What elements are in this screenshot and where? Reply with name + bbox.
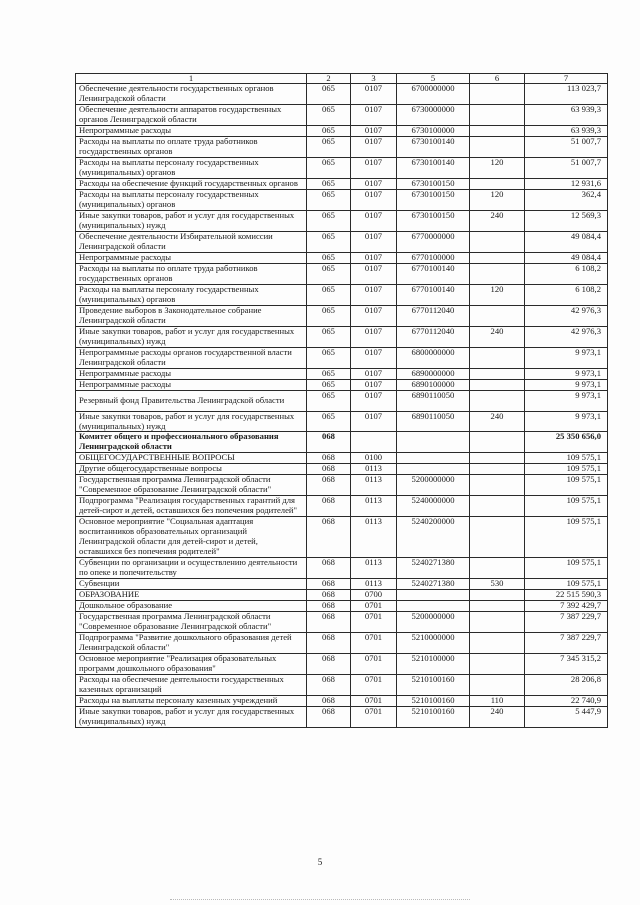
table-row xyxy=(76,252,608,263)
row-rz-cell: 0113 xyxy=(351,517,397,558)
row-name-cell: Государственная программа Ленинградской области "Современное образование Ленинградской области" xyxy=(76,475,307,496)
table-row xyxy=(76,453,608,464)
table-row xyxy=(76,579,608,590)
row-vr-cell: 240 xyxy=(470,326,525,347)
row-gr-cell: 065 xyxy=(307,368,351,379)
row-cs-cell: 5240000000 xyxy=(397,496,470,517)
row-rz-cell: 0107 xyxy=(351,379,397,390)
row-vr-cell xyxy=(470,379,525,390)
row-name-cell: Иные закупки товаров, работ и услуг для государственных (муниципальных) нужд xyxy=(76,211,307,232)
row-vr-cell: 530 xyxy=(470,579,525,590)
row-vr-cell xyxy=(470,674,525,695)
row-cs-cell xyxy=(397,600,470,611)
row-gr-cell: 065 xyxy=(307,232,351,253)
row-gr-cell: 068 xyxy=(307,558,351,579)
row-cs-cell: 6800000000 xyxy=(397,347,470,368)
row-name-cell: Государственная программа Ленинградской области "Современное образование Ленинградской области" xyxy=(76,611,307,632)
table-row xyxy=(76,368,608,379)
row-gr-cell: 068 xyxy=(307,517,351,558)
row-name-cell: Проведение выборов в Законодательное собрание Ленинградской области xyxy=(76,305,307,326)
row-rz-cell: 0701 xyxy=(351,611,397,632)
row-cs-cell xyxy=(397,432,470,453)
row-name-cell: Расходы на выплаты персоналу государственных (муниципальных) органов xyxy=(76,284,307,305)
row-sum-cell: 42 976,3 xyxy=(525,305,608,326)
row-cs-cell xyxy=(397,453,470,464)
table-row xyxy=(76,379,608,390)
row-vr-cell xyxy=(470,517,525,558)
table-row xyxy=(76,190,608,211)
row-vr-cell: 110 xyxy=(470,695,525,706)
row-vr-cell xyxy=(470,179,525,190)
row-name-cell: Основное мероприятие "Социальная адаптация воспитанников образовательных организаций Ленинградской области для детей-сирот и детей, оставшихся без попечения родителей" xyxy=(76,517,307,558)
table-row xyxy=(76,695,608,706)
row-name-cell: ОБЩЕГОСУДАРСТВЕННЫЕ ВОПРОСЫ xyxy=(76,453,307,464)
row-gr-cell: 065 xyxy=(307,305,351,326)
row-rz-cell: 0113 xyxy=(351,464,397,475)
row-cs-cell: 5210000000 xyxy=(397,632,470,653)
row-cs-cell: 6700000000 xyxy=(397,84,470,105)
row-name-cell: Расходы на выплаты персоналу государственных (муниципальных) органов xyxy=(76,158,307,179)
row-vr-cell xyxy=(470,432,525,453)
row-name-cell: Непрограммные расходы xyxy=(76,252,307,263)
row-name-cell: Основное мероприятие "Реализация образовательных программ дошкольного образования" xyxy=(76,653,307,674)
row-rz-cell: 0107 xyxy=(351,137,397,158)
row-sum-cell: 7 387 229,7 xyxy=(525,611,608,632)
row-vr-cell xyxy=(470,137,525,158)
row-name-cell: Расходы на выплаты по оплате труда работников государственных органов xyxy=(76,263,307,284)
table-row xyxy=(76,600,608,611)
budget-table xyxy=(75,73,608,728)
table-row xyxy=(76,137,608,158)
row-cs-cell: 5210100160 xyxy=(397,695,470,706)
row-sum-cell: 7 345 315,2 xyxy=(525,653,608,674)
row-cs-cell xyxy=(397,464,470,475)
row-gr-cell: 068 xyxy=(307,600,351,611)
row-gr-cell: 068 xyxy=(307,475,351,496)
row-gr-cell: 065 xyxy=(307,326,351,347)
row-gr-cell: 065 xyxy=(307,252,351,263)
row-vr-cell xyxy=(470,590,525,601)
row-cs-cell: 6730000000 xyxy=(397,105,470,126)
row-name-cell: Другие общегосударственные вопросы xyxy=(76,464,307,475)
row-cs-cell: 5240271380 xyxy=(397,579,470,590)
row-name-cell: Расходы на выплаты персоналу государственных (муниципальных) органов xyxy=(76,190,307,211)
table-row xyxy=(76,411,608,432)
row-sum-cell: 362,4 xyxy=(525,190,608,211)
table-row xyxy=(76,590,608,601)
row-name-cell: Субвенции xyxy=(76,579,307,590)
row-sum-cell: 113 023,7 xyxy=(525,84,608,105)
row-sum-cell: 5 447,9 xyxy=(525,706,608,727)
row-vr-cell xyxy=(470,390,525,411)
header-cell-gr: 2 xyxy=(307,74,351,84)
row-gr-cell: 065 xyxy=(307,137,351,158)
row-cs-cell: 6890100000 xyxy=(397,379,470,390)
row-gr-cell: 068 xyxy=(307,632,351,653)
row-name-cell: Непрограммные расходы xyxy=(76,379,307,390)
row-sum-cell: 109 575,1 xyxy=(525,579,608,590)
row-sum-cell: 9 973,1 xyxy=(525,390,608,411)
row-name-cell: Субвенции по организации и осуществлению деятельности по опеке и попечительству xyxy=(76,558,307,579)
row-rz-cell: 0107 xyxy=(351,190,397,211)
row-vr-cell xyxy=(470,632,525,653)
row-vr-cell: 120 xyxy=(470,284,525,305)
row-vr-cell xyxy=(470,232,525,253)
row-vr-cell xyxy=(470,558,525,579)
row-rz-cell xyxy=(351,432,397,453)
row-sum-cell: 109 575,1 xyxy=(525,475,608,496)
row-vr-cell: 240 xyxy=(470,211,525,232)
row-gr-cell: 065 xyxy=(307,211,351,232)
row-name-cell: Расходы на выплаты персоналу казенных учреждений xyxy=(76,695,307,706)
row-rz-cell: 0107 xyxy=(351,326,397,347)
row-cs-cell: 6770100140 xyxy=(397,284,470,305)
table-row xyxy=(76,179,608,190)
table-row xyxy=(76,84,608,105)
table-row xyxy=(76,611,608,632)
row-cs-cell: 6890110050 xyxy=(397,390,470,411)
row-gr-cell: 068 xyxy=(307,464,351,475)
table-row xyxy=(76,517,608,558)
row-cs-cell xyxy=(397,590,470,601)
row-sum-cell: 109 575,1 xyxy=(525,517,608,558)
row-sum-cell: 22 740,9 xyxy=(525,695,608,706)
row-rz-cell: 0107 xyxy=(351,252,397,263)
row-name-cell: Иные закупки товаров, работ и услуг для государственных (муниципальных) нужд xyxy=(76,411,307,432)
row-vr-cell xyxy=(470,653,525,674)
table-row xyxy=(76,496,608,517)
row-rz-cell: 0107 xyxy=(351,158,397,179)
row-sum-cell: 9 973,1 xyxy=(525,368,608,379)
row-cs-cell: 6770100000 xyxy=(397,252,470,263)
row-gr-cell: 065 xyxy=(307,379,351,390)
row-vr-cell xyxy=(470,600,525,611)
row-rz-cell: 0107 xyxy=(351,211,397,232)
row-cs-cell: 5210100000 xyxy=(397,653,470,674)
row-name-cell: Расходы на выплаты по оплате труда работников государственных органов xyxy=(76,137,307,158)
row-name-cell: Непрограммные расходы xyxy=(76,368,307,379)
row-gr-cell: 068 xyxy=(307,706,351,727)
row-rz-cell: 0701 xyxy=(351,632,397,653)
row-rz-cell: 0107 xyxy=(351,263,397,284)
row-gr-cell: 068 xyxy=(307,579,351,590)
row-rz-cell: 0701 xyxy=(351,706,397,727)
row-name-cell: Обеспечение деятельности Избирательной комиссии Ленинградской области xyxy=(76,232,307,253)
row-rz-cell: 0107 xyxy=(351,232,397,253)
table-row xyxy=(76,347,608,368)
row-vr-cell xyxy=(470,611,525,632)
row-rz-cell: 0107 xyxy=(351,368,397,379)
row-vr-cell xyxy=(470,263,525,284)
table-row xyxy=(76,232,608,253)
table-row xyxy=(76,126,608,137)
table-row xyxy=(76,464,608,475)
row-vr-cell xyxy=(470,252,525,263)
row-cs-cell: 5240200000 xyxy=(397,517,470,558)
row-cs-cell: 6730100140 xyxy=(397,158,470,179)
row-gr-cell: 065 xyxy=(307,390,351,411)
header-cell-vr: 6 xyxy=(470,74,525,84)
row-sum-cell: 9 973,1 xyxy=(525,411,608,432)
row-vr-cell xyxy=(470,305,525,326)
header-cell-name: 1 xyxy=(76,74,307,84)
row-rz-cell: 0107 xyxy=(351,411,397,432)
table-row xyxy=(76,105,608,126)
row-gr-cell: 068 xyxy=(307,453,351,464)
row-cs-cell: 6730100150 xyxy=(397,190,470,211)
row-rz-cell: 0113 xyxy=(351,496,397,517)
row-gr-cell: 068 xyxy=(307,590,351,601)
table-row xyxy=(76,653,608,674)
row-gr-cell: 068 xyxy=(307,695,351,706)
row-rz-cell: 0701 xyxy=(351,600,397,611)
row-sum-cell: 12 931,6 xyxy=(525,179,608,190)
row-rz-cell: 0701 xyxy=(351,695,397,706)
row-rz-cell: 0701 xyxy=(351,674,397,695)
row-rz-cell: 0107 xyxy=(351,284,397,305)
page-number: 5 xyxy=(317,857,323,867)
header-cell-rz: 3 xyxy=(351,74,397,84)
row-rz-cell: 0107 xyxy=(351,179,397,190)
row-cs-cell: 6770100140 xyxy=(397,263,470,284)
row-rz-cell: 0113 xyxy=(351,475,397,496)
row-gr-cell: 065 xyxy=(307,158,351,179)
row-vr-cell xyxy=(470,496,525,517)
row-cs-cell: 6770000000 xyxy=(397,232,470,253)
row-cs-cell: 6730100150 xyxy=(397,211,470,232)
row-vr-cell xyxy=(470,347,525,368)
row-name-cell: Подпрограмма "Развитие дошкольного образования детей Ленинградской области" xyxy=(76,632,307,653)
row-vr-cell: 120 xyxy=(470,190,525,211)
row-cs-cell: 6890000000 xyxy=(397,368,470,379)
row-name-cell: Расходы на обеспечение функций государственных органов xyxy=(76,179,307,190)
row-sum-cell: 63 939,3 xyxy=(525,105,608,126)
header-cell-sum: 7 xyxy=(525,74,608,84)
row-vr-cell: 120 xyxy=(470,158,525,179)
row-gr-cell: 065 xyxy=(307,84,351,105)
row-name-cell: Резервный фонд Правительства Ленинградской области xyxy=(76,390,307,411)
row-sum-cell: 42 976,3 xyxy=(525,326,608,347)
row-gr-cell: 065 xyxy=(307,126,351,137)
table-row xyxy=(76,390,608,411)
row-cs-cell: 6890110050 xyxy=(397,411,470,432)
row-gr-cell: 068 xyxy=(307,674,351,695)
row-sum-cell: 109 575,1 xyxy=(525,496,608,517)
table-row xyxy=(76,558,608,579)
row-gr-cell: 065 xyxy=(307,347,351,368)
table-row xyxy=(76,632,608,653)
row-name-cell: Непрограммные расходы органов государственной власти Ленинградской области xyxy=(76,347,307,368)
row-gr-cell: 068 xyxy=(307,432,351,453)
row-cs-cell: 6730100150 xyxy=(397,179,470,190)
row-name-cell: Иные закупки товаров, работ и услуг для государственных (муниципальных) нужд xyxy=(76,706,307,727)
table-row xyxy=(76,158,608,179)
row-cs-cell: 5210100160 xyxy=(397,706,470,727)
row-rz-cell: 0113 xyxy=(351,558,397,579)
row-vr-cell: 240 xyxy=(470,411,525,432)
row-gr-cell: 065 xyxy=(307,179,351,190)
row-sum-cell: 28 206,8 xyxy=(525,674,608,695)
scan-edge-mark xyxy=(170,899,470,901)
row-sum-cell: 6 108,2 xyxy=(525,263,608,284)
row-cs-cell: 6730100140 xyxy=(397,137,470,158)
row-sum-cell: 22 515 590,3 xyxy=(525,590,608,601)
row-sum-cell: 63 939,3 xyxy=(525,126,608,137)
row-rz-cell: 0701 xyxy=(351,653,397,674)
row-vr-cell xyxy=(470,84,525,105)
row-rz-cell: 0107 xyxy=(351,84,397,105)
row-rz-cell: 0107 xyxy=(351,305,397,326)
row-vr-cell xyxy=(470,475,525,496)
row-gr-cell: 065 xyxy=(307,263,351,284)
row-rz-cell: 0107 xyxy=(351,126,397,137)
row-sum-cell: 49 084,4 xyxy=(525,232,608,253)
row-cs-cell: 6770112040 xyxy=(397,305,470,326)
row-sum-cell: 7 387 229,7 xyxy=(525,632,608,653)
row-gr-cell: 068 xyxy=(307,496,351,517)
row-gr-cell: 068 xyxy=(307,611,351,632)
row-name-cell: Иные закупки товаров, работ и услуг для государственных (муниципальных) нужд xyxy=(76,326,307,347)
row-name-cell: Непрограммные расходы xyxy=(76,126,307,137)
row-vr-cell xyxy=(470,126,525,137)
row-name-cell: Комитет общего и профессионального образования Ленинградской области xyxy=(76,432,307,453)
row-name-cell: Подпрограмма "Реализация государственных гарантий для детей-сирот и детей, оставшихся без попечения родителей" xyxy=(76,496,307,517)
row-sum-cell: 7 392 429,7 xyxy=(525,600,608,611)
row-gr-cell: 065 xyxy=(307,105,351,126)
row-cs-cell: 5240271380 xyxy=(397,558,470,579)
row-sum-cell: 51 007,7 xyxy=(525,158,608,179)
table-row xyxy=(76,432,608,453)
table-row xyxy=(76,284,608,305)
row-vr-cell: 240 xyxy=(470,706,525,727)
row-gr-cell: 065 xyxy=(307,284,351,305)
budget-table-body xyxy=(76,74,608,728)
table-row xyxy=(76,305,608,326)
row-sum-cell: 12 569,3 xyxy=(525,211,608,232)
row-sum-cell: 51 007,7 xyxy=(525,137,608,158)
row-name-cell: Обеспечение деятельности аппаратов государственных органов Ленинградской области xyxy=(76,105,307,126)
row-rz-cell: 0113 xyxy=(351,579,397,590)
row-sum-cell: 109 575,1 xyxy=(525,464,608,475)
row-sum-cell: 9 973,1 xyxy=(525,379,608,390)
row-cs-cell: 5200000000 xyxy=(397,611,470,632)
row-gr-cell: 065 xyxy=(307,411,351,432)
table-row xyxy=(76,706,608,727)
row-vr-cell xyxy=(470,368,525,379)
row-rz-cell: 0107 xyxy=(351,390,397,411)
table-row xyxy=(76,475,608,496)
row-sum-cell: 25 350 656,0 xyxy=(525,432,608,453)
row-name-cell: Дошкольное образование xyxy=(76,600,307,611)
row-vr-cell xyxy=(470,453,525,464)
table-row xyxy=(76,326,608,347)
table-row xyxy=(76,674,608,695)
row-sum-cell: 109 575,1 xyxy=(525,453,608,464)
table-row xyxy=(76,211,608,232)
row-gr-cell: 065 xyxy=(307,190,351,211)
row-vr-cell xyxy=(470,464,525,475)
row-rz-cell: 0107 xyxy=(351,105,397,126)
row-name-cell: Обеспечение деятельности государственных органов Ленинградской области xyxy=(76,84,307,105)
row-name-cell: Расходы на обеспечение деятельности государственных казенных организаций xyxy=(76,674,307,695)
row-cs-cell: 6770112040 xyxy=(397,326,470,347)
row-sum-cell: 109 575,1 xyxy=(525,558,608,579)
row-rz-cell: 0700 xyxy=(351,590,397,601)
row-name-cell: ОБРАЗОВАНИЕ xyxy=(76,590,307,601)
row-sum-cell: 49 084,4 xyxy=(525,252,608,263)
row-rz-cell: 0100 xyxy=(351,453,397,464)
row-rz-cell: 0107 xyxy=(351,347,397,368)
header-cell-cs: 5 xyxy=(397,74,470,84)
row-sum-cell: 6 108,2 xyxy=(525,284,608,305)
row-cs-cell: 5200000000 xyxy=(397,475,470,496)
row-cs-cell: 5210100160 xyxy=(397,674,470,695)
row-sum-cell: 9 973,1 xyxy=(525,347,608,368)
row-cs-cell: 6730100000 xyxy=(397,126,470,137)
row-gr-cell: 068 xyxy=(307,653,351,674)
row-vr-cell xyxy=(470,105,525,126)
table-header-row xyxy=(76,74,608,84)
table-row xyxy=(76,263,608,284)
